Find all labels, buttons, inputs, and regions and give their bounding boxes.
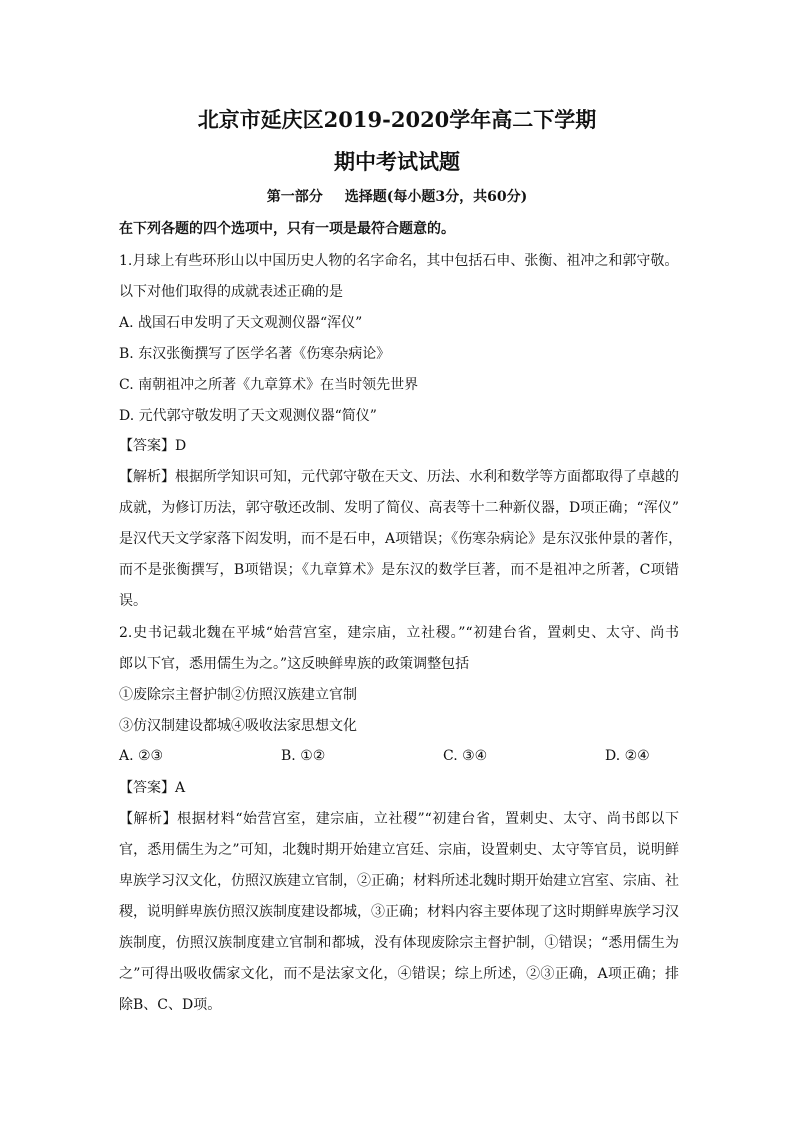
q1-option-b: B. 东汉张衡撰写了医学名著《伤寒杂病论》 (119, 346, 391, 362)
q1-analysis-line: 是汉代天文学家落下闳发明，而不是石申，A项错误；《伤寒杂病论》是东汉张仲景的著作， (119, 531, 683, 547)
part-label: 第一部分 (266, 189, 323, 205)
q2-option-a: A. ②③ (119, 748, 164, 764)
q1-option-d: D. 元代郭守敬发明了天文观测仪器“简仪” (119, 408, 377, 424)
q2-analysis-line: 卑族学习汉文化，仿照汉族建立官制，②正确；材料所述北魏时期开始建立宫室、宗庙、社 (119, 873, 679, 889)
q1-stem-line1: 1.月球上有些环形山以中国历史人物的名字命名，其中包括石申、张衡、祖冲之和郭守敬。 (119, 253, 679, 269)
instruction-text: 在下列各题的四个选项中，只有一项是最符合题意的。 (119, 221, 455, 237)
q2-answer: 【答案】A (119, 780, 186, 796)
q1-analysis-line: 【解析】根据所学知识可知，元代郭守敬在天文、历法、水利和数学等方面都取得了卓越的 (119, 469, 679, 485)
q2-analysis-line: 除B、C、D项。 (119, 997, 222, 1013)
q1-analysis-line: 误。 (119, 593, 147, 609)
q1-answer: 【答案】D (119, 438, 187, 454)
q1-analysis-line: 而不是张衡撰写，B项错误；《九章算术》是东汉的数学巨著，而不是祖冲之所著，C项错 (119, 562, 679, 578)
q2-items-line1: ①废除宗主督护制②仿照汉族建立官制 (119, 687, 357, 703)
q1-stem-line2: 以下对他们取得的成就表述正确的是 (119, 284, 343, 300)
q2-option-d: D. ②④ (605, 748, 650, 764)
q1-option-c: C. 南朝祖冲之所著《九章算术》在当时领先世界 (119, 377, 419, 393)
document-subtitle: 期中考试试题 (334, 149, 460, 174)
q2-analysis-line: 之”可得出吸收儒家文化，而不是法家文化，④错误；综上所述，②③正确，A项正确；排 (119, 966, 679, 982)
q2-option-b: B. ①② (281, 748, 326, 764)
section-heading (0, 186, 794, 206)
q2-analysis-line: 【解析】根据材料“始营宫室，建宗庙，立社稷”“初建台省，置刺史、太守、尚书郎以下 (119, 811, 679, 827)
q2-analysis-line: 官，悉用儒生为之”可知，北魏时期开始建立宫廷、宗庙，设置刺史、太守等官员，说明鲜 (119, 842, 679, 858)
document-title: 北京市延庆区2019-2020学年高二下学期 (197, 107, 597, 132)
q2-analysis-line: 稷，说明鲜卑族仿照汉族制度建设都城，③正确；材料内容主要体现了这时期鲜卑族学习汉 (119, 904, 679, 920)
q2-stem-line2: 郎以下官，悉用儒生为之。”这反映鲜卑族的政策调整包括 (119, 656, 470, 672)
q2-analysis-line: 族制度，仿照汉族制度建立官制和都城，没有体现废除宗主督护制，①错误；“悉用儒生为 (119, 935, 679, 951)
q1-analysis-line: 成就，为修订历法，郭守敬还改制、发明了简仪、高表等十二种新仪器，D项正确；“浑仪” (119, 500, 679, 516)
part-description: 选择题(每小题3分，共60分) (344, 189, 528, 205)
q2-stem-line1: 2.史书记载北魏在平城“始营宫室，建宗庙，立社稷。”“初建台省，置刺史、太守、尚书 (119, 625, 679, 641)
q2-items-line2: ③仿汉制建设都城④吸收法家思想文化 (119, 718, 357, 734)
q1-option-a: A. 战国石申发明了天文观测仪器“浑仪” (119, 315, 363, 331)
q2-option-c: C. ③④ (443, 748, 488, 764)
